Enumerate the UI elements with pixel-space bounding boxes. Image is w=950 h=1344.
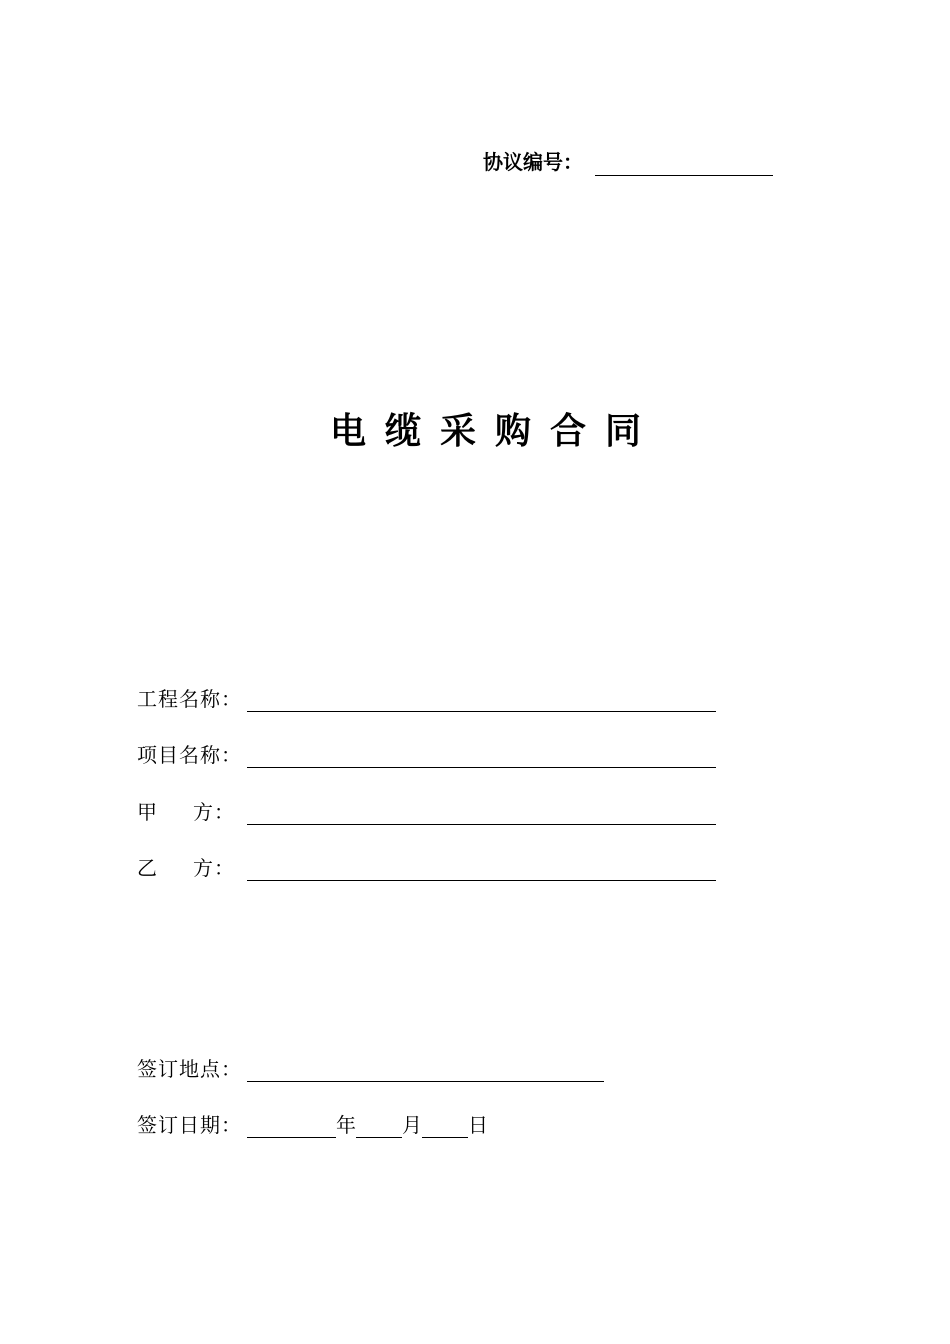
document-title: 电缆采购合同 bbox=[329, 411, 660, 452]
party-b-suffix: 方： bbox=[193, 856, 235, 880]
agreement-number-label: 协议编号： bbox=[483, 150, 583, 174]
sign-date-month-blank[interactable] bbox=[356, 1113, 402, 1138]
sign-place-label: 签订地点： bbox=[137, 1057, 242, 1081]
project-name-blank[interactable] bbox=[247, 687, 716, 712]
party-a-blank[interactable] bbox=[247, 800, 716, 825]
party-a-row bbox=[137, 795, 716, 825]
party-a-label bbox=[137, 799, 235, 825]
agreement-number-blank[interactable] bbox=[595, 151, 773, 176]
party-b-label bbox=[137, 855, 235, 881]
item-name-row bbox=[137, 738, 716, 768]
sign-date-month-unit: 月 bbox=[402, 1113, 422, 1137]
sign-date-day-blank[interactable] bbox=[422, 1113, 468, 1138]
sign-place-blank[interactable] bbox=[247, 1057, 604, 1082]
party-b-row bbox=[137, 851, 716, 881]
party-b-char: 乙 bbox=[137, 856, 158, 880]
party-b-blank[interactable] bbox=[247, 856, 716, 881]
sign-place-row bbox=[137, 1052, 604, 1082]
party-a-char: 甲 bbox=[137, 800, 158, 824]
sign-date-row bbox=[137, 1108, 488, 1138]
sign-date-year-unit: 年 bbox=[336, 1113, 356, 1137]
party-a-suffix: 方： bbox=[193, 800, 235, 824]
sign-date-year-blank[interactable] bbox=[247, 1113, 336, 1138]
agreement-number-row bbox=[483, 146, 773, 176]
item-name-label: 项目名称： bbox=[137, 743, 242, 767]
project-name-row bbox=[137, 682, 716, 712]
sign-date-day-unit: 日 bbox=[468, 1113, 488, 1137]
item-name-blank[interactable] bbox=[247, 743, 716, 768]
sign-date-label: 签订日期： bbox=[137, 1113, 242, 1137]
project-name-label: 工程名称： bbox=[137, 687, 242, 711]
